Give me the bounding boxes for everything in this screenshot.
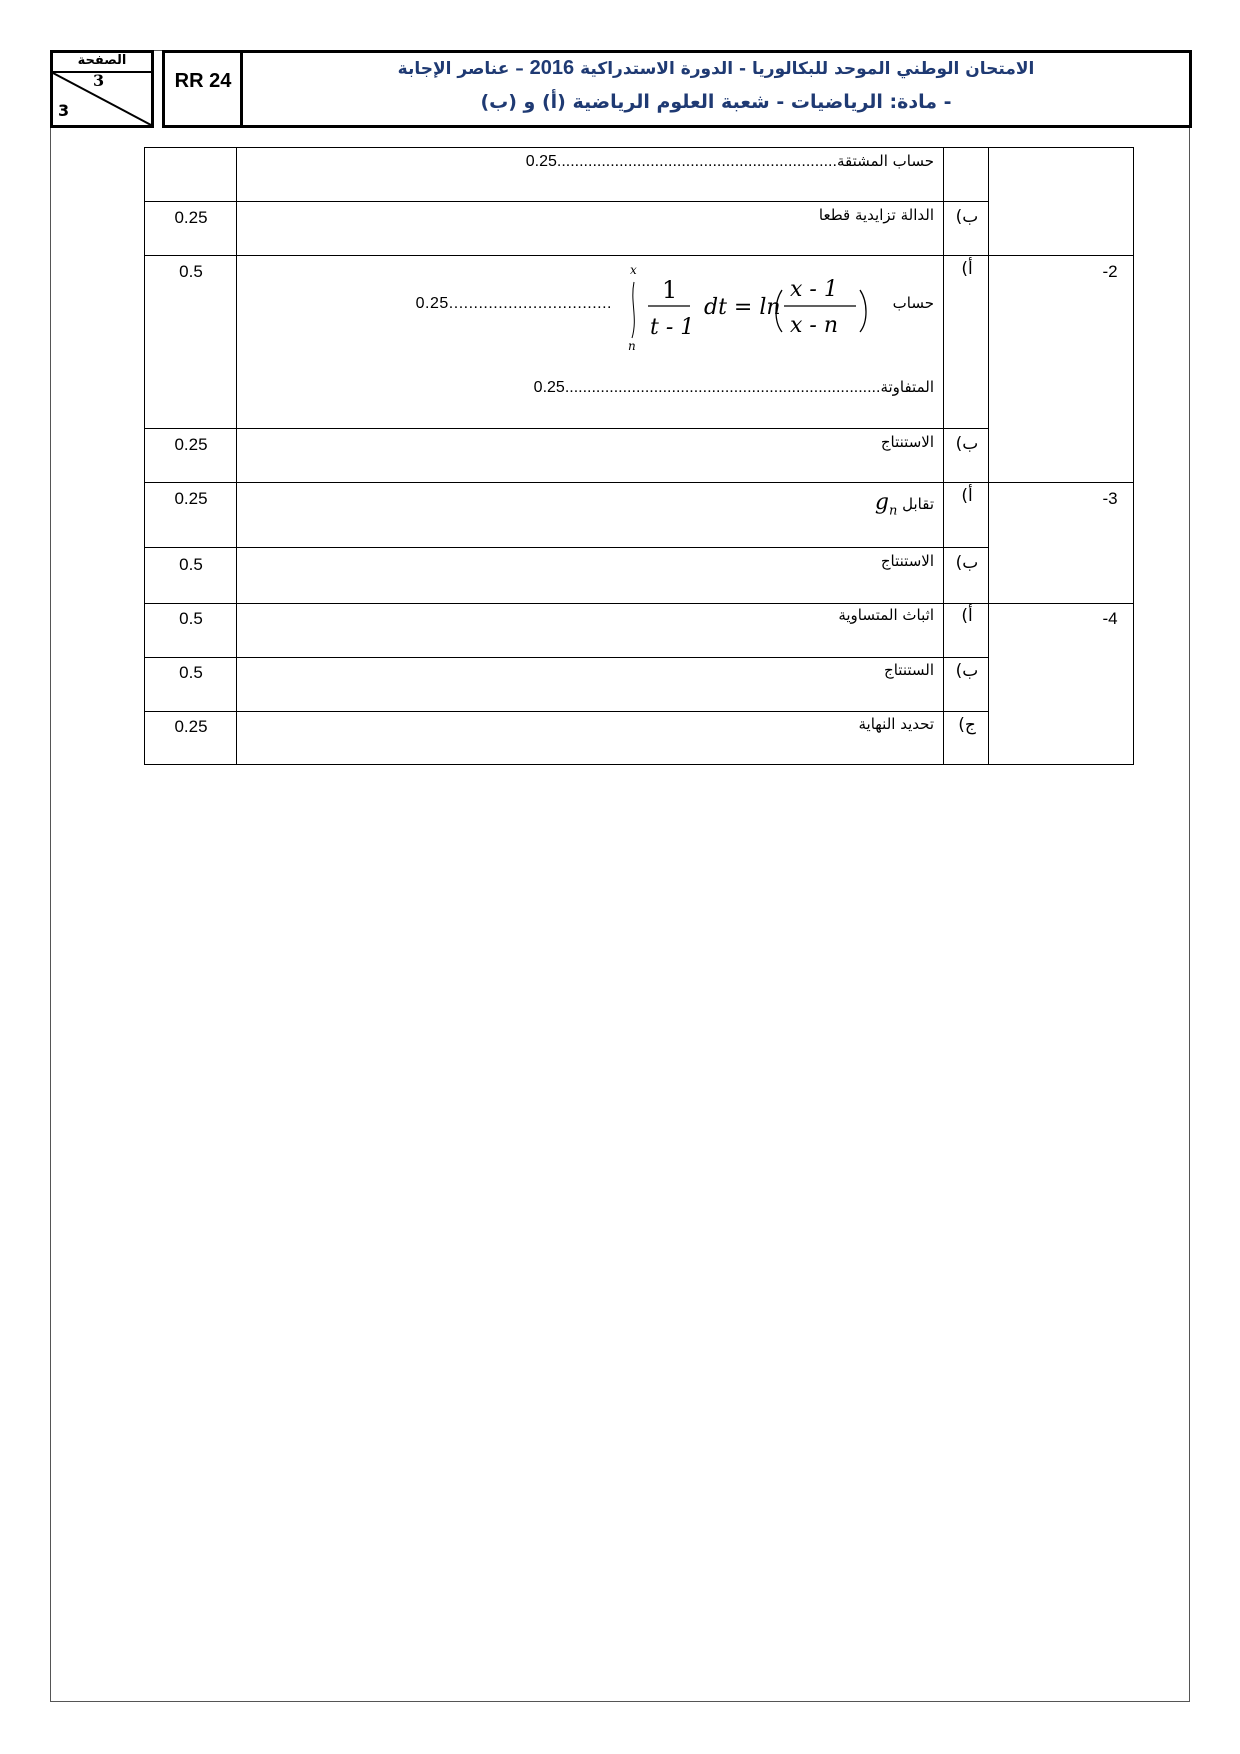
row-sub: ب) [955, 661, 979, 681]
fraction-denominator: x - n [790, 313, 838, 338]
row-dots: ............................................................... [556, 153, 837, 170]
title-year: 2016 [529, 57, 575, 79]
row-sub: ب) [955, 553, 979, 573]
title-part2: – عناصر الإجابة [397, 59, 524, 79]
integral-denominator: t - 1 [650, 315, 695, 340]
row-sub: ب) [955, 434, 979, 454]
page-current: 3 [93, 71, 105, 90]
row-sub: أ) [961, 606, 973, 626]
row-dots-score: 0.25 [415, 295, 449, 312]
row-desc: الستنتاج [884, 661, 934, 679]
row-desc: حساب [892, 294, 934, 312]
row-desc: حساب المشتقة [836, 152, 934, 170]
row-sub: ب) [955, 207, 979, 227]
row-score: 0.25 [174, 208, 208, 227]
row-desc: الاستنتاج [880, 552, 934, 570]
exam-code: RR 24 [174, 70, 232, 92]
right-paren [860, 290, 866, 332]
row-score: 0.5 [179, 609, 203, 628]
page-number-box [50, 50, 154, 128]
row-sub: أ) [961, 259, 973, 279]
question-number: -2 [1102, 262, 1118, 281]
row-dots-score: 0.25 [533, 379, 565, 396]
row-sub: ج) [958, 715, 976, 735]
integral-formula [620, 262, 880, 352]
row-dots-group [416, 294, 612, 313]
row-score: 0.25 [174, 489, 208, 508]
row-desc: اثباث المتساوية [838, 606, 934, 624]
integral-numerator: 1 [662, 276, 678, 304]
integral-upper: x [630, 263, 637, 277]
row-score: 0.25 [174, 435, 208, 454]
row-score: 0.5 [179, 262, 203, 281]
row-desc [875, 490, 934, 518]
row-desc: الدالة تزايدية قطعا [818, 206, 934, 224]
integral-dt: dt = ln [704, 295, 781, 320]
integral-lower: n [628, 339, 636, 352]
row-dots: ....................................................................... [564, 379, 881, 396]
table-row [534, 378, 934, 397]
row-desc: الاستنتاج [880, 433, 934, 451]
row-score: 0.5 [179, 663, 203, 682]
gn-symbol: $g_n$ [874, 490, 898, 519]
page-total: 3 [58, 101, 70, 120]
row-desc: تحديد النهاية [858, 715, 934, 733]
row-score: 0.25 [174, 717, 208, 736]
exam-subtitle: - مادة: الرياضيات - شعبة العلوم الرياضية (أ) و (ب) [480, 91, 952, 113]
row-dots: ................................. [448, 295, 612, 312]
title-box [240, 50, 1192, 128]
exam-code-box [162, 50, 244, 128]
exam-title [243, 57, 1189, 80]
integral-sign [632, 282, 634, 338]
page-label: الصفحة [53, 53, 151, 73]
table-row [526, 152, 934, 171]
title-part1: الامتحان الوطني الموحد للبكالوريا - الدورة الاستدراكية [580, 59, 1035, 79]
row-dots-score: 0.25 [525, 153, 557, 170]
row-score: 0.5 [179, 555, 203, 574]
row-desc-text: تقابل [902, 495, 934, 513]
row-sub: أ) [961, 486, 973, 506]
fraction-numerator: x - 1 [790, 277, 838, 302]
question-number: -3 [1102, 489, 1118, 508]
exam-header [50, 50, 1192, 128]
question-number: -4 [1102, 609, 1118, 628]
row-desc: المتفاوتة [880, 378, 934, 396]
